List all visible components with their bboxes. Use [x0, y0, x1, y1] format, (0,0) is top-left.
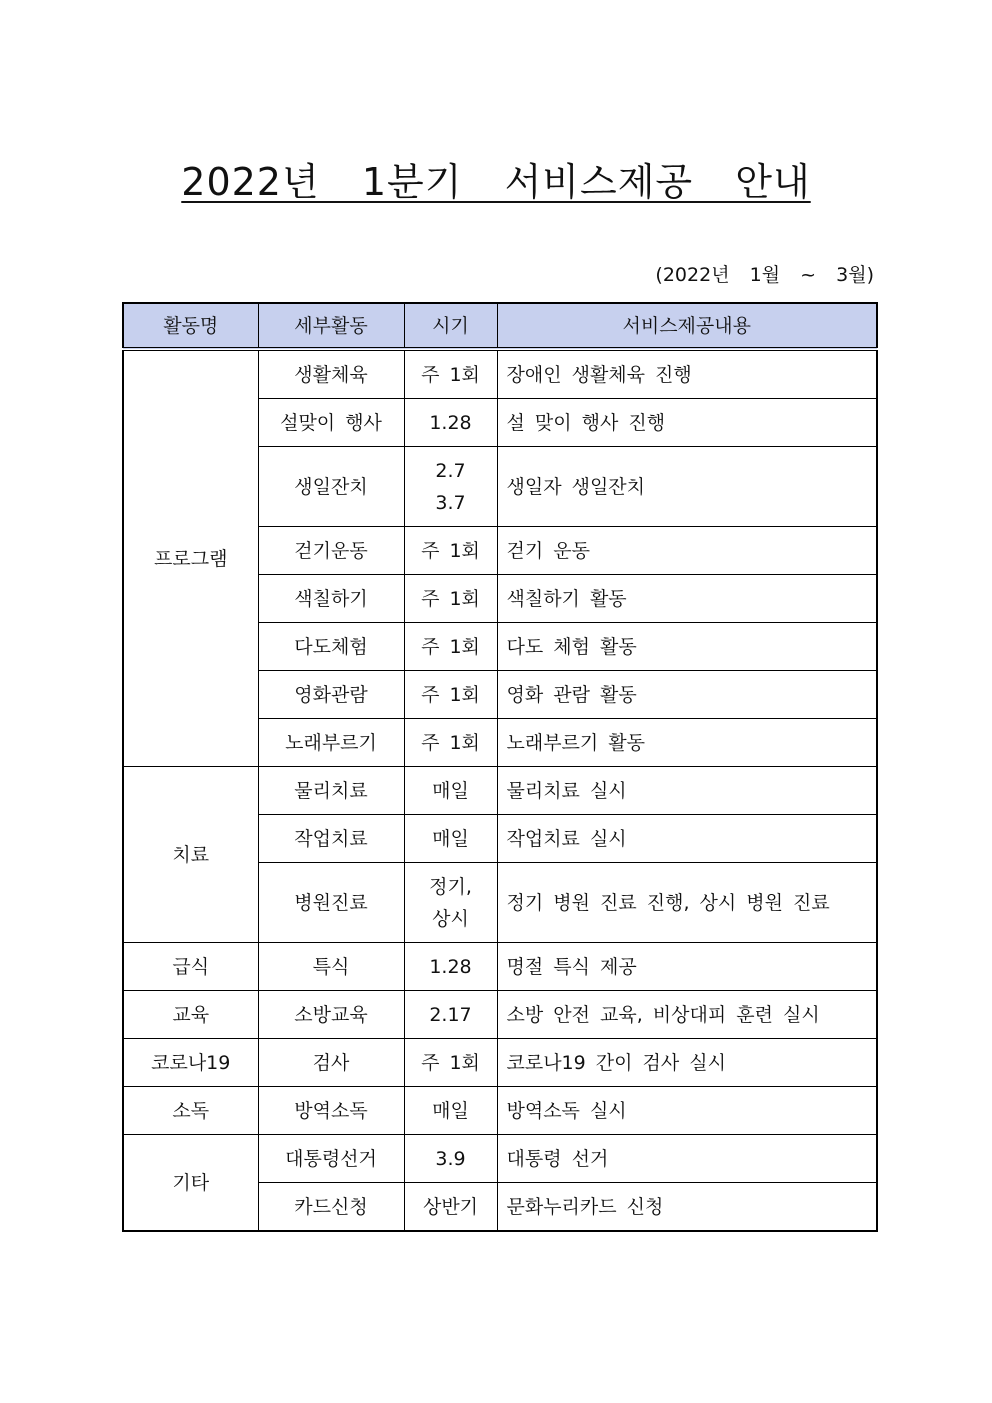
detail-cell: 검사 [258, 1039, 404, 1087]
timing-cell: 주 1회 [404, 719, 497, 767]
content-cell: 노래부르기 활동 [497, 719, 877, 767]
activity-cell: 코로나19 [123, 1039, 258, 1087]
content-cell: 장애인 생활체육 진행 [497, 349, 877, 399]
header-content: 서비스제공내용 [497, 303, 877, 349]
detail-cell: 생일잔치 [258, 447, 404, 527]
content-cell: 생일자 생일잔치 [497, 447, 877, 527]
detail-cell: 설맞이 행사 [258, 399, 404, 447]
detail-cell: 소방교육 [258, 991, 404, 1039]
timing-cell: 주 1회 [404, 1039, 497, 1087]
period-label: (2022년 1월 ~ 3월) [655, 264, 874, 286]
header-detail: 세부활동 [258, 303, 404, 349]
detail-cell: 노래부르기 [258, 719, 404, 767]
page-title-text: 2022년 1분기 서비스제공 안내 [181, 160, 811, 204]
table-row [123, 943, 877, 991]
content-cell: 문화누리카드 신청 [497, 1183, 877, 1232]
timing-cell: 매일 [404, 1087, 497, 1135]
timing-cell: 1.28 [404, 399, 497, 447]
timing-cell: 정기, 상시 [404, 863, 497, 943]
detail-cell: 카드신청 [258, 1183, 404, 1232]
timing-cell: 상반기 [404, 1183, 497, 1232]
table-header [123, 303, 877, 349]
header-timing: 시기 [404, 303, 497, 349]
content-cell: 걷기 운동 [497, 527, 877, 575]
timing-cell: 2.7 3.7 [404, 447, 497, 527]
service-schedule-table [122, 302, 878, 1232]
content-cell: 영화 관람 활동 [497, 671, 877, 719]
table-row [123, 349, 877, 399]
activity-cell: 치료 [123, 767, 258, 943]
activity-cell: 교육 [123, 991, 258, 1039]
timing-cell: 3.9 [404, 1135, 497, 1183]
timing-cell: 매일 [404, 815, 497, 863]
content-cell: 소방 안전 교육, 비상대피 훈련 실시 [497, 991, 877, 1039]
detail-cell: 대통령선거 [258, 1135, 404, 1183]
activity-cell: 소독 [123, 1087, 258, 1135]
content-cell: 방역소독 실시 [497, 1087, 877, 1135]
content-cell: 물리치료 실시 [497, 767, 877, 815]
detail-cell: 작업치료 [258, 815, 404, 863]
timing-cell: 주 1회 [404, 575, 497, 623]
detail-cell: 색칠하기 [258, 575, 404, 623]
table-body [123, 349, 877, 1231]
content-cell: 정기 병원 진료 진행, 상시 병원 진료 [497, 863, 877, 943]
content-cell: 명절 특식 제공 [497, 943, 877, 991]
table-row [123, 991, 877, 1039]
table-row [123, 1039, 877, 1087]
detail-cell: 영화관람 [258, 671, 404, 719]
detail-cell: 걷기운동 [258, 527, 404, 575]
header-row [123, 303, 877, 349]
activity-cell: 급식 [123, 943, 258, 991]
table-row [123, 1087, 877, 1135]
detail-cell: 특식 [258, 943, 404, 991]
content-cell: 코로나19 간이 검사 실시 [497, 1039, 877, 1087]
detail-cell: 방역소독 [258, 1087, 404, 1135]
timing-cell: 1.28 [404, 943, 497, 991]
content-cell: 색칠하기 활동 [497, 575, 877, 623]
content-cell: 설 맞이 행사 진행 [497, 399, 877, 447]
detail-cell: 다도체험 [258, 623, 404, 671]
header-activity: 활동명 [123, 303, 258, 349]
detail-cell: 물리치료 [258, 767, 404, 815]
timing-cell: 주 1회 [404, 623, 497, 671]
timing-cell: 매일 [404, 767, 497, 815]
timing-cell: 주 1회 [404, 671, 497, 719]
activity-cell: 프로그램 [123, 349, 258, 767]
detail-cell: 병원진료 [258, 863, 404, 943]
content-cell: 작업치료 실시 [497, 815, 877, 863]
content-cell: 대통령 선거 [497, 1135, 877, 1183]
detail-cell: 생활체육 [258, 349, 404, 399]
table-row [123, 767, 877, 815]
activity-cell: 기타 [123, 1135, 258, 1232]
page-title [0, 158, 992, 207]
content-cell: 다도 체험 활동 [497, 623, 877, 671]
timing-cell: 2.17 [404, 991, 497, 1039]
timing-cell: 주 1회 [404, 349, 497, 399]
timing-cell: 주 1회 [404, 527, 497, 575]
table-row [123, 1135, 877, 1183]
